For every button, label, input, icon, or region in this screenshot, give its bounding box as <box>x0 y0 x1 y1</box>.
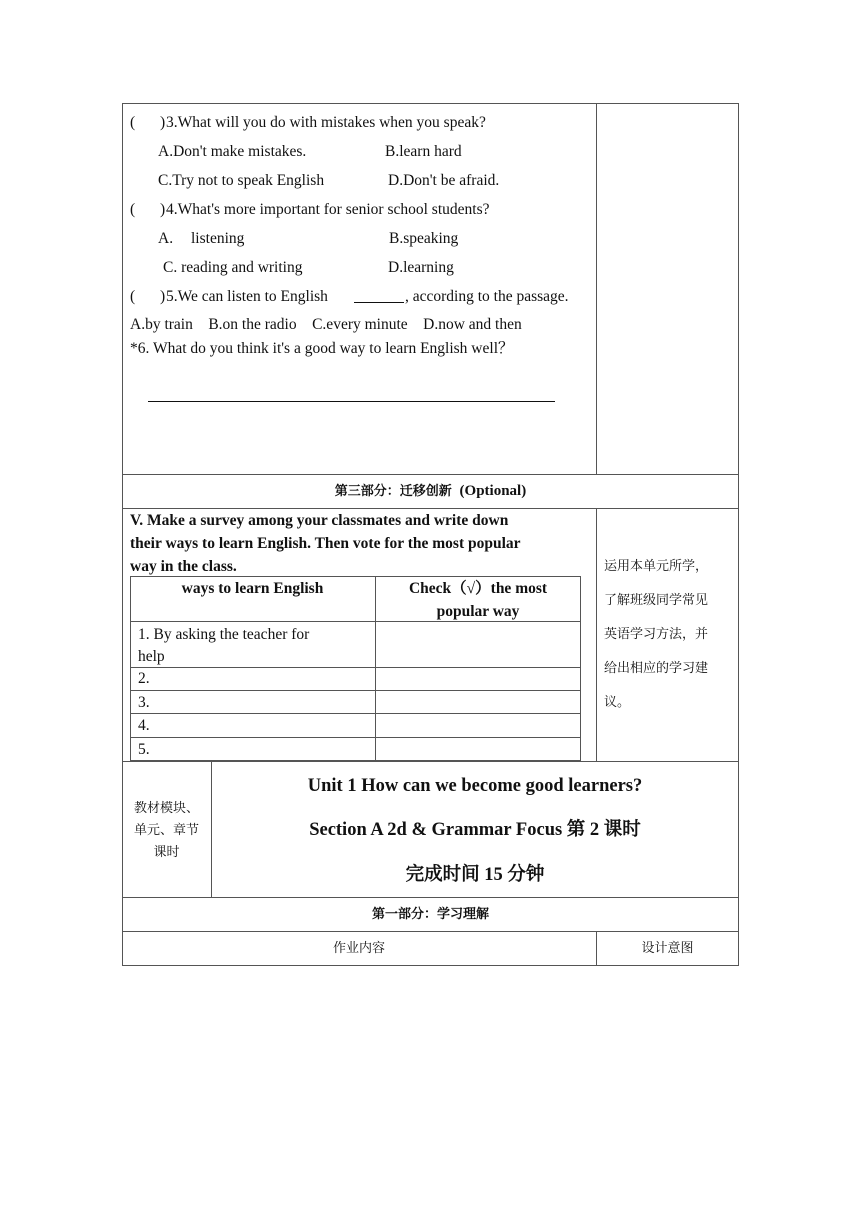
lesson-label-3: 课时 <box>153 845 180 860</box>
questions-divider <box>596 103 597 475</box>
survey-row-1-label: 1. By asking the teacher for <box>138 626 310 643</box>
q3-option-c: C.Try not to speak English <box>158 172 325 189</box>
survey-col1-header: ways to learn English <box>181 580 324 597</box>
survey-row-2-label: 2. <box>138 670 150 687</box>
lesson-time: 完成时间 15 分钟 <box>405 865 545 885</box>
q5-stem-before: 5.We can listen to English <box>166 288 328 305</box>
survey-row-5-check-cell[interactable] <box>376 738 580 760</box>
q6-answer-line[interactable] <box>148 401 555 402</box>
col-intent-header: 设计意图 <box>641 941 694 956</box>
q3-stem: 3.What will you do with mistakes when you speak? <box>166 114 486 131</box>
survey-col2-header-2: popular way <box>436 603 520 620</box>
design-intent-line-4: 给出相应的学习建 <box>604 661 709 676</box>
q5-blank[interactable] <box>354 302 404 303</box>
q4-paren-open: ( <box>130 201 136 218</box>
survey-divider <box>596 508 597 762</box>
q3-option-b: B.learn hard <box>385 143 462 160</box>
q3-paren-close: ) <box>160 114 166 131</box>
q4-option-d: D.learning <box>388 259 454 276</box>
survey-instruction-3: way in the class. <box>130 558 237 575</box>
part1-heading: 第一部分：学习理解 <box>371 907 489 922</box>
survey-instruction-1: V. Make a survey among your classmates and write down <box>130 512 509 529</box>
survey-row-1-label-cont: help <box>138 648 165 665</box>
lesson-label-1: 教材模块、 <box>133 801 199 816</box>
q4-option-c: C. reading and writing <box>163 259 303 276</box>
q5-paren-open: ( <box>130 288 136 305</box>
q4-option-a-text: listening <box>191 230 245 247</box>
part3-heading <box>122 481 739 502</box>
part3-heading-optional: (Optional) <box>459 483 527 499</box>
lesson-label-2: 单元、章节 <box>133 823 199 838</box>
q5-stem-after: , according to the passage. <box>405 288 569 305</box>
survey-instruction-2: their ways to learn English. Then vote for the most popular <box>130 535 521 552</box>
survey-row-1-check-cell[interactable] <box>376 622 580 667</box>
q3-option-d: D.Don't be afraid. <box>388 172 500 189</box>
q4-stem: 4.What's more important for senior school students? <box>166 201 490 218</box>
lesson-title: Unit 1 How can we become good learners? <box>307 776 643 796</box>
survey-row-4-check-cell[interactable] <box>376 714 580 737</box>
q4-paren-close: ) <box>160 201 166 218</box>
design-intent-line-5: 议。 <box>604 695 631 710</box>
q5-paren-close: ) <box>160 288 166 305</box>
q3-option-a: A.Don't make mistakes. <box>158 143 307 160</box>
design-intent-line-1: 运用本单元所学， <box>604 559 709 574</box>
design-intent-line-3: 英语学习方法，并 <box>604 627 709 642</box>
survey-row-3-label: 3. <box>138 694 150 711</box>
q4-option-a-letter: A. <box>158 230 174 247</box>
survey-col2-header-1: Check（√）the most <box>408 580 548 597</box>
survey-row-5-label: 5. <box>138 741 150 758</box>
design-intent-line-2: 了解班级同学常见 <box>604 593 709 608</box>
part3-heading-cn: 第三部分：迁移创新 <box>334 484 452 499</box>
q6-stem: *6. What do you think it's a good way to learn English well？ <box>130 340 514 357</box>
survey-row-3-check-cell[interactable] <box>376 691 580 713</box>
q5-options: A.by train B.on the radio C.every minute D.now and then <box>130 316 522 333</box>
q3-paren-open: ( <box>130 114 136 131</box>
q4-option-b: B.speaking <box>389 230 459 247</box>
survey-row-4-label: 4. <box>138 717 150 734</box>
lesson-section: Section A 2d & Grammar Focus 第 2 课时 <box>309 820 641 840</box>
col-content-header: 作业内容 <box>332 941 385 956</box>
survey-row-2-check-cell[interactable] <box>376 668 580 690</box>
